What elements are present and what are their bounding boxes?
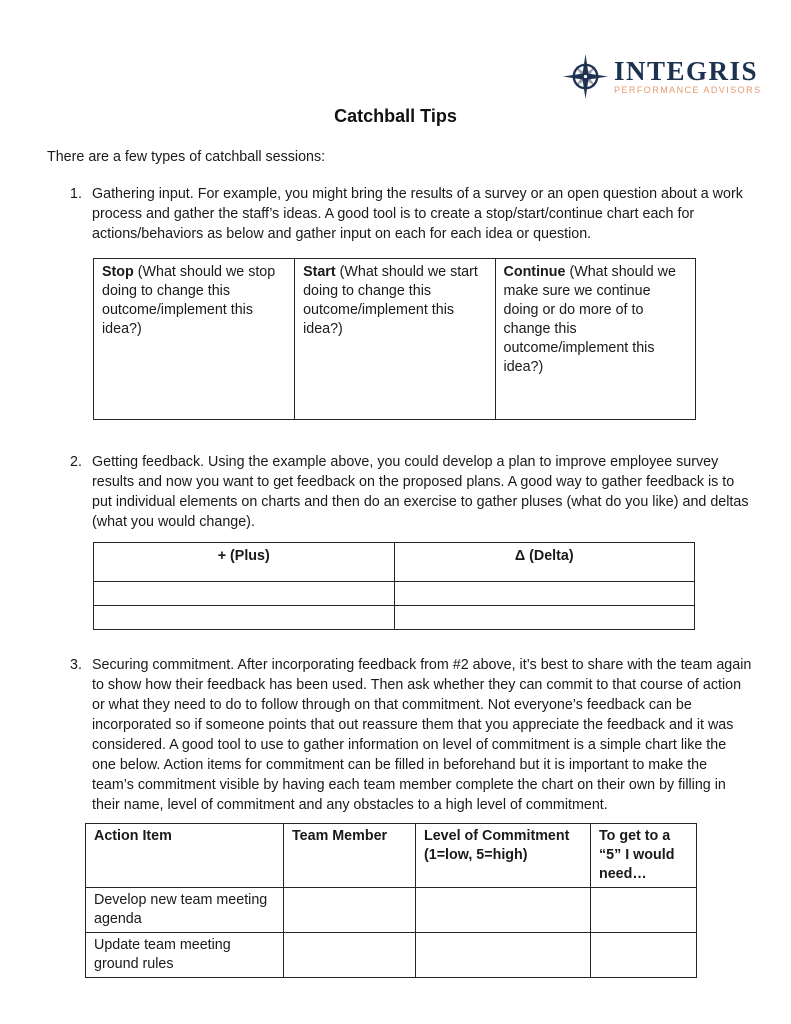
to-get-to-5-cell bbox=[591, 933, 697, 978]
team-member-header: Team Member bbox=[284, 824, 416, 888]
page-title: Catchball Tips bbox=[334, 106, 457, 126]
list-item-gathering-input bbox=[70, 184, 752, 244]
item-number: 2. bbox=[70, 454, 82, 470]
item-text: Getting feedback. Using the example above, you could develop a plan to improve employee survey results and now you want to get feedback on the proposed plans. A good way to gather feedback is to put individual elements on charts and then do an exercise to gather pluses (what do you like) and deltas (what you would change). bbox=[92, 454, 749, 530]
action-item-cell: Update team meeting ground rules bbox=[86, 933, 284, 978]
empty-cell bbox=[94, 582, 395, 606]
list-item-securing-commitment bbox=[70, 655, 752, 815]
team-member-cell bbox=[284, 888, 416, 933]
level-of-commitment-cell bbox=[416, 933, 591, 978]
plus-column-header: + (Plus) bbox=[94, 543, 395, 582]
stop-label: Stop bbox=[102, 264, 134, 280]
compass-rose-icon bbox=[562, 53, 609, 100]
table-row bbox=[86, 933, 697, 978]
empty-cell bbox=[394, 606, 695, 630]
table-row bbox=[86, 888, 697, 933]
item-number: 3. bbox=[70, 657, 82, 673]
to-get-to-5-header: To get to a “5” I would need… bbox=[591, 824, 697, 888]
intro-text: There are a few types of catchball sessions: bbox=[47, 149, 326, 165]
logo-text bbox=[614, 55, 762, 96]
table-header-row bbox=[86, 824, 697, 888]
company-logo bbox=[562, 53, 762, 100]
continue-label: Continue bbox=[503, 264, 566, 280]
table-header-row bbox=[94, 543, 695, 582]
item-text: Securing commitment. After incorporating feedback from #2 above, it’s best to share with the team again to show how their feedback has been used. Then ask whether they can commit to that course of action or what they need to do to follow through on that commitment. Not everyone’s feedback can be incorporated so if someone points that out reassure them that you appreciate the feedback and it was considered. A good tool to use to gather information on level of commitment is a simple chart like the one below. Action items for commitment can be filled in beforehand but it is important to make the team’s commitment visible by having each team member complete the chart on their own by filling in their name, level of commitment and any obstacles to a high level of commitment. bbox=[92, 657, 752, 813]
level-of-commitment-header: Level of Commitment (1=low, 5=high) bbox=[416, 824, 591, 888]
team-member-cell bbox=[284, 933, 416, 978]
empty-table-row bbox=[94, 582, 695, 606]
start-label: Start bbox=[303, 264, 336, 280]
empty-cell bbox=[94, 606, 395, 630]
start-cell bbox=[295, 259, 495, 420]
level-of-commitment-cell bbox=[416, 888, 591, 933]
action-item-cell: Develop new team meeting agenda bbox=[86, 888, 284, 933]
continue-cell bbox=[495, 259, 695, 420]
logo-company-name: INTEGRIS bbox=[614, 55, 759, 86]
start-description: (What should we start doing to change this outcome/implement this idea?) bbox=[303, 264, 478, 337]
to-get-to-5-cell bbox=[591, 888, 697, 933]
plus-delta-table bbox=[93, 542, 695, 630]
delta-column-header: Δ (Delta) bbox=[394, 543, 695, 582]
stop-start-continue-table bbox=[93, 258, 696, 420]
stop-cell bbox=[94, 259, 295, 420]
action-item-header: Action Item bbox=[86, 824, 284, 888]
empty-table-row bbox=[94, 606, 695, 630]
logo-tagline: PERFORMANCE ADVISORS bbox=[614, 84, 762, 95]
item-number: 1. bbox=[70, 186, 82, 202]
empty-cell bbox=[394, 582, 695, 606]
continue-description: (What should we make sure we continue doing or do more of to change this outcome/implement this idea?) bbox=[503, 264, 676, 375]
table-row bbox=[94, 259, 696, 420]
item-text: Gathering input. For example, you might bring the results of a survey or an open question about a work process and gather the staff’s ideas. A good tool is to create a stop/start/continue chart each for actions/behaviors as below and gather input on each for each idea or question. bbox=[92, 186, 743, 242]
list-item-getting-feedback bbox=[70, 452, 752, 532]
commitment-table bbox=[85, 823, 697, 978]
stop-description: (What should we stop doing to change this outcome/implement this idea?) bbox=[102, 264, 276, 337]
